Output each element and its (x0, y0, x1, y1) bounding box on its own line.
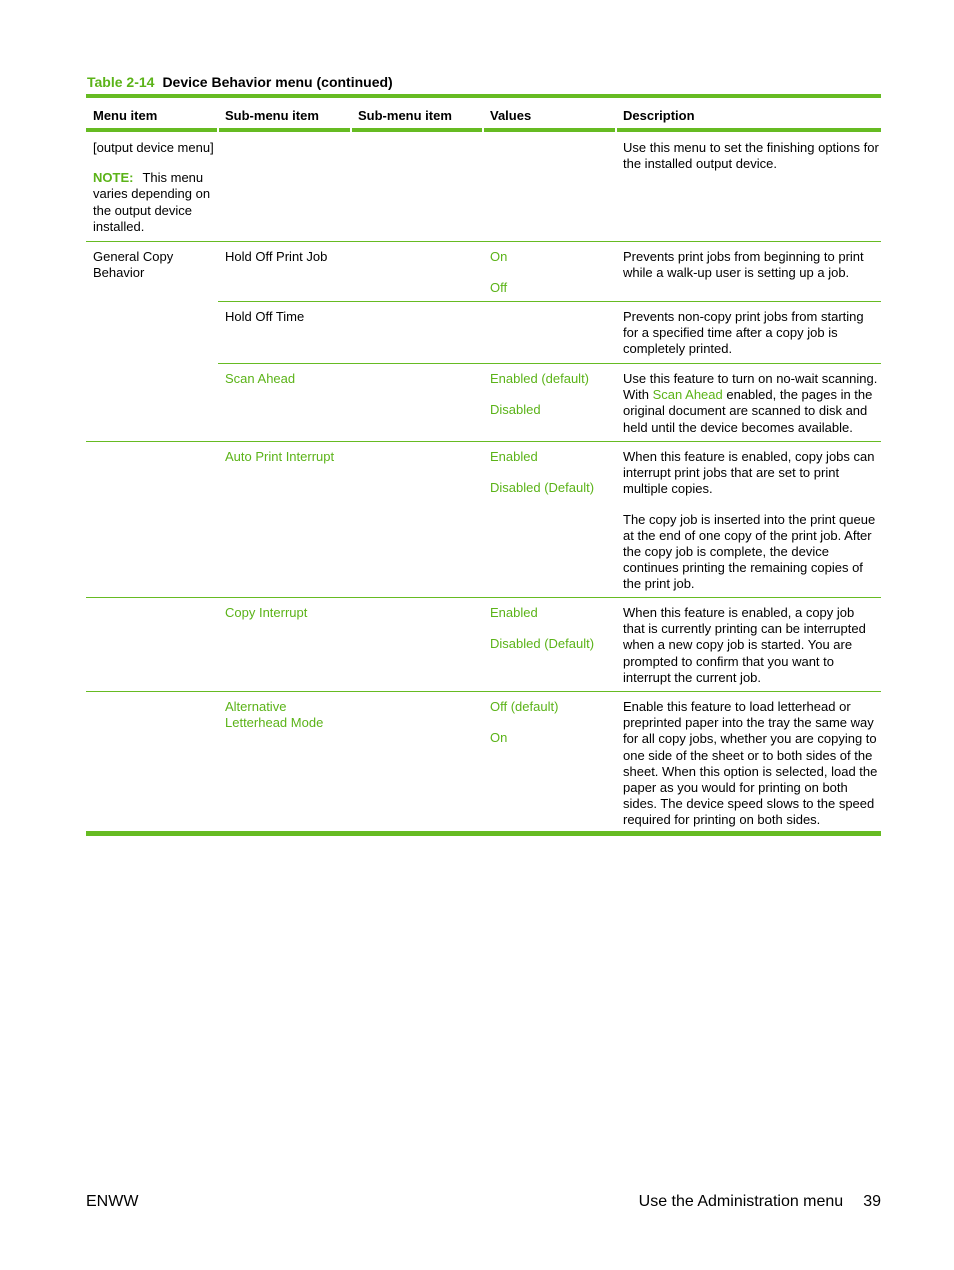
header-divider (482, 98, 484, 132)
description-text: Enable this feature to load letterhead or preprinted paper into the tray the same way for all copy jobs, whether you are copying to one side of the sheet or to both sides of the sheet. When this option is selected, load the paper as you would for printing on both sides. The device speed slows to the speed required for printing on both sides. (623, 699, 878, 828)
device-behavior-table (86, 94, 881, 836)
value-option: Disabled (490, 402, 541, 418)
value-option: Enabled (490, 605, 538, 620)
table-bottom-rule (86, 831, 881, 836)
table-row (86, 302, 881, 364)
value-option: Enabled (490, 449, 538, 464)
values-cell (490, 249, 614, 296)
value-option: On (490, 249, 508, 264)
table-row (86, 132, 881, 242)
value-option: Off (490, 280, 508, 296)
page-number: 39 (863, 1193, 881, 1210)
table-number: Table 2-14 (87, 74, 155, 90)
value-option: Off (default) (490, 699, 559, 714)
description-text: Prevents print jobs from beginning to print while a walk-up user is setting up a job. (623, 249, 864, 281)
header-menu-item: Menu item (93, 108, 158, 123)
description-cell (623, 371, 879, 436)
table-caption (87, 74, 393, 90)
values-cell (490, 449, 614, 496)
description-cell (623, 699, 879, 829)
header-divider (350, 98, 352, 132)
header-sub-menu-item-1: Sub-menu item (225, 108, 319, 123)
header-divider (217, 98, 219, 132)
description-text (623, 371, 879, 436)
description-cell (623, 309, 879, 358)
value-option: Enabled (default) (490, 371, 590, 386)
description-cell (623, 249, 879, 281)
header-divider (615, 98, 617, 132)
menu-item-label: [output device menu] (93, 140, 214, 155)
value-option: Disabled (Default) (490, 636, 595, 652)
values-cell (490, 371, 614, 418)
value-option: Disabled (Default) (490, 480, 595, 496)
values-cell (490, 605, 614, 652)
scan-ahead-link[interactable]: Scan Ahead (652, 387, 723, 403)
table-title: Device Behavior menu (continued) (162, 74, 393, 90)
footer-left: ENWW (86, 1193, 139, 1210)
sub-menu-item-link[interactable]: Alternative Letterhead Mode (225, 699, 324, 731)
description-text: The copy job is inserted into the print queue at the end of one copy of the print job. After the copy job is complete, the device continues printing the remaining copies of the print job. (623, 511, 876, 592)
menu-item-label: General Copy Behavior (93, 249, 174, 281)
table-row (86, 692, 881, 831)
table-row (86, 242, 881, 302)
sub-menu-item-link[interactable]: Copy Interrupt (225, 605, 308, 620)
value-option: On (490, 730, 508, 746)
sub-menu-item-link[interactable]: Auto Print Interrupt (225, 449, 335, 464)
sub-menu-item: Hold Off Time (225, 309, 305, 324)
menu-item-cell (93, 140, 215, 235)
description-text: Prevents non-copy print jobs from starting for a specified time after a copy job is completely printed. (623, 309, 864, 357)
note-text: This menu varies depending on the output device installed. (93, 170, 211, 234)
table-row (86, 598, 881, 692)
note-block (93, 170, 215, 235)
footer-right (639, 1193, 881, 1211)
description-text: Use this menu to set the finishing options for the installed output device. (623, 140, 879, 172)
description-text: When this feature is enabled, a copy job that is currently printing can be interrupted when a new copy job is started. You are prompted to confirm that you want to interrupt the current job. (623, 605, 866, 685)
note-label: NOTE: (93, 170, 134, 186)
table-header-row (86, 98, 881, 132)
description-cell (623, 605, 879, 686)
values-cell (490, 699, 614, 746)
table-row (86, 442, 881, 598)
description-cell (623, 140, 879, 172)
header-sub-menu-item-2: Sub-menu item (358, 108, 452, 123)
sub-menu-item-link[interactable]: Scan Ahead (225, 371, 296, 386)
description-text: When this feature is enabled, copy jobs can interrupt print jobs that are set to print multiple copies. (623, 449, 875, 497)
footer-section: Use the Administration menu (638, 1193, 844, 1210)
description-text-part: enabled, the pages in the original document are scanned to disk and held until the device becomes available. (623, 387, 873, 435)
description-text-part: Use this feature to turn on no-wait scanning. With (623, 371, 878, 403)
header-values: Values (490, 108, 532, 123)
table-row (86, 364, 881, 442)
sub-menu-item: Hold Off Print Job (225, 249, 328, 264)
header-description: Description (623, 108, 695, 123)
description-cell (623, 449, 879, 593)
